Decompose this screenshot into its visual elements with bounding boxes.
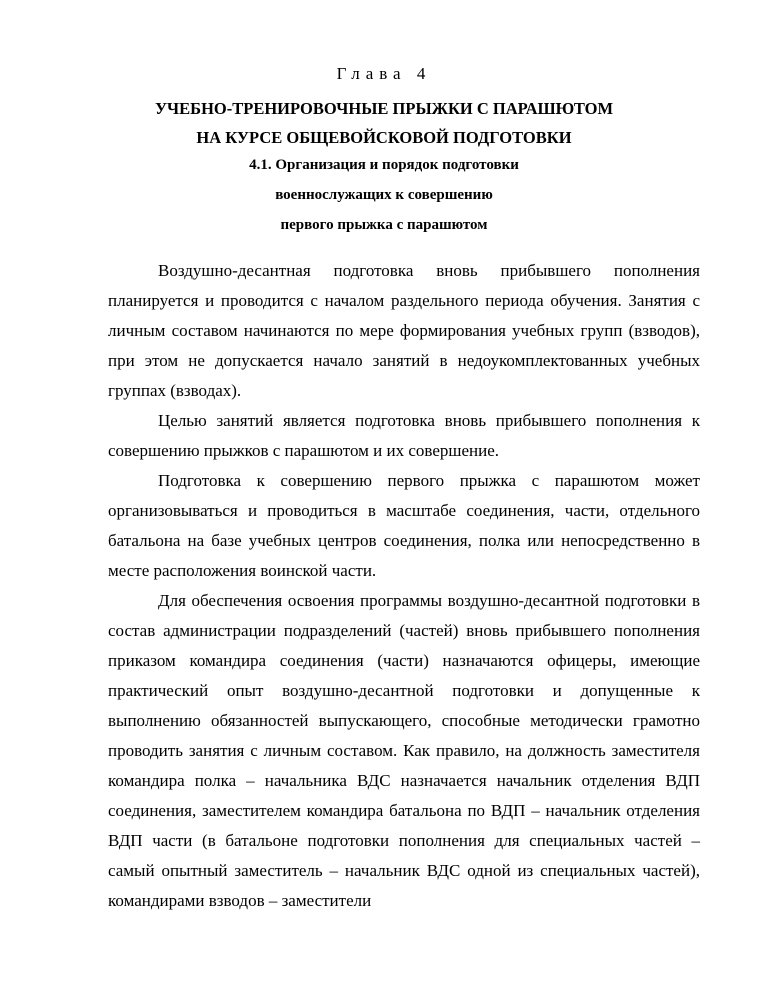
paragraph: Для обеспечения освоения программы воздушно-десантной подготовки в состав администрации подразделений (частей) вновь прибывшего пополнения приказом командира соединения (части) назначаются офицеры, имеющие практический опыт воздушно-десантной подготовки и допущенные к выполнению обязанностей выпускающего, способные методически грамотно проводить занятия с личным составом. Как правило, на должность заместителя командира полка – начальника ВДС назначается начальник отделения ВДП соединения, заместителем командира батальона по ВДП – начальник отделения ВДП части (в батальоне подготовки пополнения для специальных частей – самый опытный заместитель – начальник ВДС одной из специальных частей), командирами взводов – заместители xyxy=(108,591,700,910)
paragraph: Воздушно-десантная подготовка вновь прибывшего пополнения планируется и проводится с началом раздельного периода обучения. Занятия с личным составом начинаются по мере формирования учебных групп (взводов), при этом не допускается начало занятий в недоукомплектованных учебных группах (взводах). xyxy=(108,261,700,400)
chapter-label: Глава 4 xyxy=(336,64,432,83)
chapter-title-line: УЧЕБНО-ТРЕНИРОВОЧНЫЕ ПРЫЖКИ С ПАРАШЮТОМ xyxy=(154,99,614,118)
section-title-line: первого прыжка с парашютом xyxy=(280,217,488,233)
body-text xyxy=(108,256,700,916)
chapter-title-line: НА КУРСЕ ОБЩЕВОЙСКОВОЙ ПОДГОТОВКИ xyxy=(196,128,572,147)
paragraph: Подготовка к совершению первого прыжка с парашютом может организовываться и проводиться в масштабе соединения, части, отдельного батальона на базе учебных центров соединения, полка или непосредственно в месте расположения воинской части. xyxy=(108,471,700,580)
section-title-line: 4.1. Организация и порядок подготовки xyxy=(249,157,519,173)
section-title-line: военнослужащих к совершению xyxy=(275,187,493,203)
paragraph: Целью занятий является подготовка вновь прибывшего пополнения к совершению прыжков с парашютом и их совершение. xyxy=(108,411,700,460)
section-title xyxy=(0,150,768,240)
chapter-title xyxy=(0,94,768,152)
